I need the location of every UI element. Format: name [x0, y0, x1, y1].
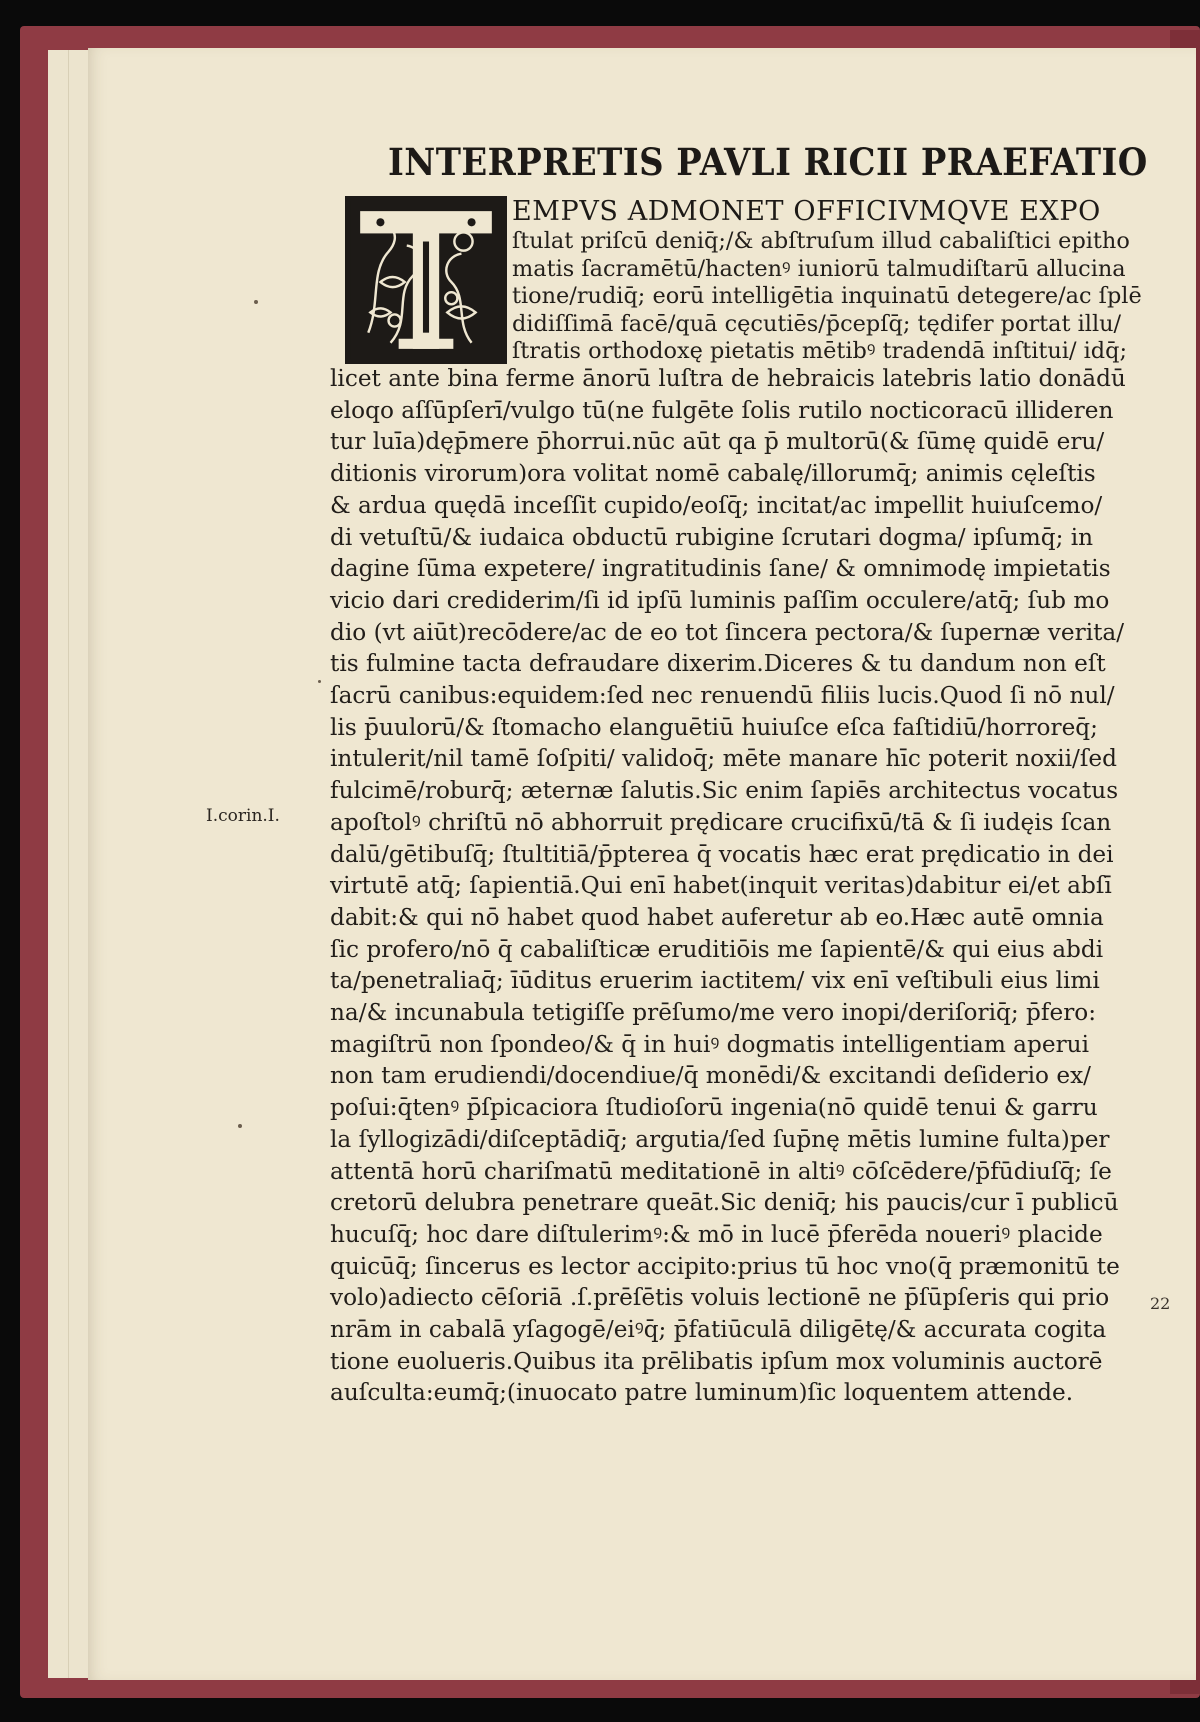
text-line: dagine ſūma expetere/ ingratitudinis ſane/ & omnimodę impietatis	[330, 555, 1111, 583]
paper-speck	[318, 680, 321, 683]
text-line: tione/rudiq̄; eorū intelligētia inquinatū detegere/ac ſplē	[512, 283, 1142, 310]
text-line: cretorū delubra penetrare queāt.Sic deniq̄; his paucis/cur ī publicū	[330, 1189, 1119, 1217]
text-line: la ſyllogizādi/diſceptādiq̄; argutia/ſed ſup̄nę mētis lumine fulta)per	[330, 1125, 1110, 1153]
text-line: nrām in cabalā yſagogē/eiꝰq̄; p̄fatiūculā diligētę/& accurata cogita	[330, 1316, 1107, 1343]
text-line: licet ante bina ferme ānorū luſtra de hebraicis latebris latio donādū	[330, 365, 1126, 392]
text-line: vicio dari crediderim/ſi id ipſū luminis paſſim occulere/atq̄; ſub mo	[330, 586, 1110, 614]
text-line: ditionis virorum)ora volitat nomē cabalę/illorumq̄; animis cęleſtis	[330, 460, 1096, 488]
text-line: poſui:q̄tenꝰ p̄ſpicaciora ſtudioſorū ingenia(nō quidē tenui & garru	[330, 1094, 1098, 1122]
text-line: dalū/gētibuſq̄; ſtultitiā/p̄pterea q̄ vocatis hæc erat prędicatio in dei	[330, 840, 1114, 868]
text-line: tione euolueris.Quibus ita prēlibatis ipſum mox voluminis auctorē	[330, 1347, 1103, 1375]
text-line: dio (vt aiūt)recōdere/ac de eo tot ſincera pectora/& ſupernæ verita/	[330, 618, 1125, 646]
folio-mark: 22	[1150, 1294, 1171, 1313]
text-line: tur luīa)dęp̄mere p̄horrui.nūc aūt qa p̄ multorū(& ſūmę quidē eru/	[330, 428, 1105, 456]
text-line: ſic profero/nō q̄ cabaliſticæ eruditiōis me ſapientē/& qui eius abdi	[330, 935, 1104, 963]
text-line: dabit:& qui nō habet quod habet auferetur ab eo.Hæc autē omnia	[330, 903, 1104, 931]
page-heading: INTERPRETIS PAVLI RICII PRAEFATIO	[388, 140, 1148, 184]
paper-speck	[254, 300, 258, 304]
text-line: magiſtrū non ſpondeo/& q̄ in huiꝰ dogmatis intelligentiam aperui	[330, 1030, 1090, 1058]
text-line: & ardua quędā inceſſit cupido/eoſq̄; incitat/ac impellit huiuſcemo/	[330, 491, 1103, 519]
text-line: auſculta:eumq̄;(inuocato patre luminum)ſic loquentem attende.	[330, 1379, 1074, 1407]
text-line: ſacrū canibus:equidem:ſed nec renuendū filiis lucis.Quod ſi nō nul/	[330, 682, 1115, 709]
text-line: apoſtolꝰ chriſtū nō abhorruit prędicare crucifixū/tā & ſi iudęis ſcan	[330, 808, 1112, 836]
text-line: intulerit/nil tamē ſoſpiti/ validoq̄; mēte manare hīc poterit noxii/ſed	[330, 745, 1117, 773]
text-line: lis p̄uulorū/& ſtomacho elanguētiū huiuſce eſca faſtidiū/horroreq̄;	[330, 713, 1098, 741]
text-line: virtutē atq̄; ſapientiā.Qui enī habet(inquit veritas)dabitur ei/et abſī	[330, 872, 1112, 900]
text-line: ta/penetraliaq̄; īūditus eruerim iactitem/ vix enī veſtibuli eius limi	[330, 967, 1100, 995]
text-line: quicūq̄; ſincerus es lector accipito:prius tū hoc vno(q̄ præmonitū te	[330, 1252, 1120, 1280]
text-line: fulcimē/roburq̄; æternæ ſalutis.Sic enim ſapiēs architectus vocatus	[330, 777, 1119, 805]
text-line: volo)adiecto cēſoriā .ſ.prēſētis voluis lectionē ne p̄ſūpſeris qui prio	[330, 1284, 1110, 1312]
first-line: EMPVS ADMONET OFFICIVMQVE EXPO	[512, 196, 1101, 227]
decorated-initial-icon	[345, 196, 507, 364]
text-line: ſtratis orthodoxę pietatis mētibꝰ tradendā inſtitui/ idq̄;	[512, 338, 1127, 365]
paper-speck	[238, 1124, 242, 1128]
text-line: ſtulat priſcū deniq̄;/& abſtruſum illud cabaliſtici epitho	[512, 228, 1130, 254]
text-line: di vetuſtū/& iudaica obductū rubigine ſcrutari dogma/ ipſumq̄; in	[330, 523, 1094, 551]
text-line: na/& incunabula tetigiſſe prēſumo/me vero inopi/deriſoriq̄; p̄fero:	[330, 999, 1097, 1026]
text-line: matis ſacramētū/hactenꝰ iuniorū talmudiſtarū allucina	[512, 255, 1126, 282]
text-line: eloqo aſſūpſerī/vulgo tū(ne fulgēte ſolis rutilo nocticoracū illideren	[330, 396, 1114, 424]
text-line: hucuſq̄; hoc dare diſtulerimꝰ:& mō in lucē p̄ferēda noueriꝰ placide	[330, 1220, 1103, 1248]
text-line: tis fulmine tacta defraudare dixerim.Diceres & tu dandum non eſt	[330, 650, 1106, 678]
text-line: didiſſimā facē/quā cęcutiēs/p̄cepſq̄; tędifer portat illu/	[512, 310, 1122, 337]
text-line: non tam erudiendi/docendiue/q̄ monēdi/& excitandi deſiderio ex/	[330, 1062, 1091, 1090]
text-line: attentā horū chariſmatū meditationē in altiꝰ cōſcēdere/p̄fūdiuſq̄; ſe	[330, 1157, 1112, 1185]
margin-note: I.corin.I.	[206, 806, 280, 826]
